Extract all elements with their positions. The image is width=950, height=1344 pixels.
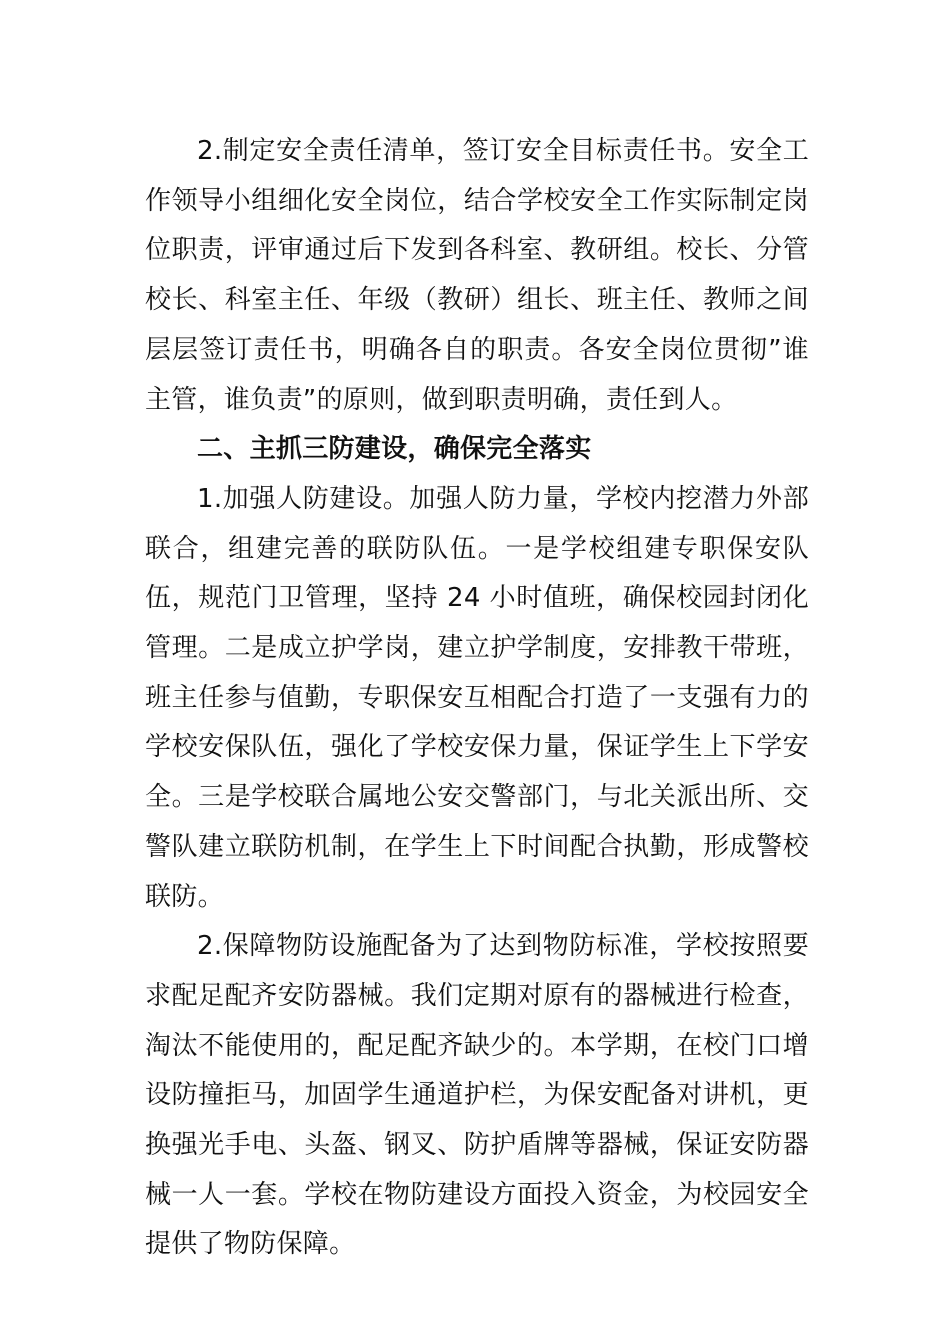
section-heading-three-defenses: 二、主抓三防建设，确保完全落实	[197, 434, 592, 465]
document-body	[145, 127, 809, 1270]
paragraph-physical-defense: 2.保障物防设施配备为了达到物防标准，学校按照要求配足配齐安防器械。我们定期对原有的器械进行检查，淘汰不能使用的，配足配齐缺少的。本学期，在校门口增设防撞拒马，加固学生通道护栏，为保安配备对讲机，更换强光手电、头盔、钢叉、防护盾牌等器械，保证安防器械一人一套。学校在物防建设方面投入资金，为校园安全提供了物防保障。	[145, 931, 809, 1260]
paragraph-personnel-defense: 1.加强人防建设。加强人防力量，学校内挖潜力外部联合，组建完善的联防队伍。一是学校组建专职保安队伍，规范门卫管理，坚持 24 小时值班，确保校园封闭化管理。二是成立护学岗，建立护学制度，安排教干带班，班主任参与值勤，专职保安互相配合打造了一支强有力的学校安保队伍，强化了学校安保力量，保证学生上下学安全。三是学校联合属地公安交警部门，与北关派出所、交警队建立联防机制，在学生上下时间配合执勤，形成警校联防。	[145, 483, 809, 912]
paragraph-responsibility-list: 2.制定安全责任清单，签订安全目标责任书。安全工作领导小组细化安全岗位，结合学校安全工作实际制定岗位职责，评审通过后下发到各科室、教研组。校长、分管校长、科室主任、年级（教研）组长、班主任、教师之间层层签订责任书，明确各自的职责。各安全岗位贯彻”谁主管，谁负责”的原则，做到职责明确，责任到人。	[145, 136, 809, 415]
